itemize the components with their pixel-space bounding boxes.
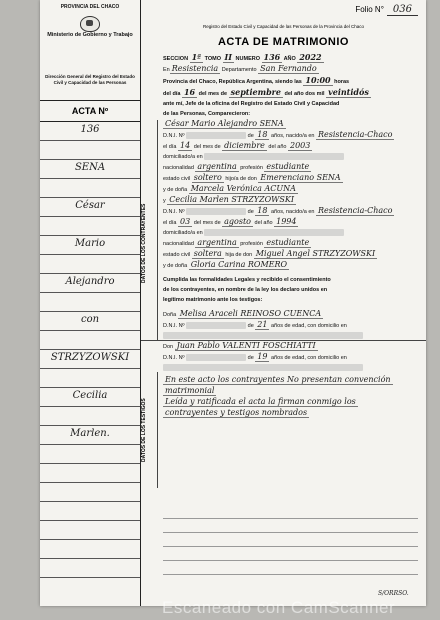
name-5: Marlen. [70,428,110,439]
spouses-section-label: DATOS DE LOS CONTRAYENTES [141,203,147,283]
line-entry [40,312,140,331]
and-label: y [163,198,166,204]
acta-number-label: ACTA Nº [40,100,140,122]
spouse1-mother-line [163,184,423,195]
dni-label: D.N.I. Nº [163,209,185,215]
witness2-name: Juan Pablo VALENTI FOSCHIATTI [176,341,316,350]
redacted-field [204,153,344,160]
section-divider [141,340,426,341]
born-label: años, nacido/a en [271,209,315,215]
dni-label: D.N.I. Nº [163,355,185,361]
blank-line [163,574,418,575]
surname-2: STRZYZOWSKI [50,352,130,363]
witness2-address-line [163,363,423,373]
formalities-line: legítimo matrimonio ante los testigos: [163,297,263,303]
spouse2-birth-year: 1994 [276,217,297,226]
line-entry [40,540,140,559]
witnesses-section-label: DATOS DE LOS TESTIGOS [141,398,147,462]
name-2: Mario [74,238,106,249]
nationality-label: nacionalidad [163,165,194,171]
spouse1-dni-line [163,130,423,141]
folio [355,4,418,15]
line-entry [40,122,140,141]
spouse2-birthdate-line [163,217,423,228]
spouse1-nationality-line [163,162,423,173]
note-line [163,397,423,408]
left-column [40,0,141,606]
spouse2-nationality: argentina [197,238,237,247]
line-entry [40,426,140,445]
blank-line [163,560,418,561]
spouse2-nationality-line [163,238,423,249]
age-prefix: de [247,209,254,215]
witness-title: Doña [163,312,177,318]
spouse2-dni-line [163,206,423,217]
witness1-age: 21 [257,320,268,329]
acta-name-lines [40,122,140,578]
name-3: Alejandro [65,276,115,287]
acta-number-value: 136 [80,124,100,135]
spouse2-address-line [163,228,423,238]
birth-day-label: el día [163,220,177,226]
place-line [163,64,423,75]
spouse1-birth-year: 2003 [289,141,311,150]
born-label: años, nacido/a en [271,133,315,139]
spouse2-father: Miguel Angel STRZYZOWSKI [255,249,376,258]
line-entry [40,198,140,217]
line-entry [40,521,140,540]
numero-value: 136 [263,52,281,62]
spouse1-address-line [163,152,423,162]
folio-value: 036 [387,4,418,16]
spouse1-father-line [163,173,423,184]
departamento-value: San Fernando [260,64,317,73]
page-title: ACTA DE MATRIMONIO [217,36,349,48]
en-label: En [163,67,170,73]
year-value: veintidós [328,87,369,97]
officer-line: ante mí, Jefe de la oficina del Registro del Estado Civil y Capacidad [163,101,340,107]
date-line [163,87,423,99]
year-label: del año dos mil [284,91,325,97]
witness2-name-line [163,341,423,352]
note-text: matrimonial [165,386,215,395]
note-line [163,386,423,397]
redacted-field [186,322,246,329]
mother-label: y de doña [163,263,188,269]
redacted-field [204,229,344,236]
address-label: domiciliado/a en [163,154,203,160]
month-label: del mes de [198,91,228,97]
anio-label: AÑO [283,56,296,62]
address-label: años de edad, con domicilio en [271,355,347,361]
name-1: César [75,200,105,211]
spouse1-father: Emerenciano SENA [260,173,341,182]
day-value: 16 [183,87,196,97]
right-column [141,0,426,606]
line-entry [40,217,140,236]
witness2-age: 19 [257,352,268,361]
profession-label: profesión [240,165,263,171]
witness1-dni-line [163,320,423,331]
birth-year-label: del año [254,220,273,226]
witness1-name-line [163,309,423,320]
numero-label: NUMERO [235,56,260,62]
age-prefix: de [247,133,254,139]
dni-label: D.N.I. Nº [163,323,185,329]
spouse2-profession: estudiante [266,238,310,247]
province-header: PROVINCIA DEL CHACO [60,4,120,10]
line-entry [40,255,140,274]
spouse2-father-line [163,249,423,260]
birth-year-label: del año [268,144,287,150]
note-line [163,408,423,419]
city-value: Resistencia [171,64,219,73]
witness1-name: Melisa Araceli REINOSO CUENCA [179,309,322,318]
spouse2-mother: Gloria Carina ROMERO [190,260,288,269]
certificate-body [163,52,423,419]
tomo-label: TOMO [204,56,221,62]
province-text: Provincia del Chaco, República Argentina, siendo las [163,79,302,85]
profession-label: profesión [240,241,263,247]
spouse1-birth-month: diciembre [224,141,265,150]
spouse2-birthplace: Resistencia-Chaco [317,206,393,215]
hour-value: 10:00 [305,75,331,85]
line-entry [40,141,140,160]
line-entry [40,407,140,426]
blank-line [163,546,418,547]
redacted-field [163,332,363,339]
departamento-label: Departamento [221,67,257,73]
father-label: hija de don [225,252,253,258]
line-entry [40,293,140,312]
spouse1-name: César Mario Alejandro SENA [165,119,284,128]
spouse2-birth-month: agosto [224,217,251,226]
note-text: Leída y ratificada el acta la firman conmigo los [165,397,356,406]
dni-label: D.N.I. Nº [163,133,185,139]
spouse1-mother: Marcela Verónica ACUÑA [190,184,296,193]
line-entry [40,179,140,198]
anio-value: 2022 [299,52,322,62]
note-line [163,375,423,386]
age-prefix: de [247,323,254,329]
note-text: En este acto los contrayentes No presentan convención [165,375,391,384]
spouse2-civil-status: soltera [193,249,222,258]
redacted-field [186,208,246,215]
line-entry [40,160,140,179]
comparecieron-line: de las Personas, Comparecieron: [163,111,251,117]
birth-month-label: del mes de [193,144,221,150]
address-label: años de edad, con domicilio en [271,323,347,329]
address-label: domiciliado/a en [163,230,203,236]
spouse1-profession: estudiante [266,162,310,171]
spouse1-age: 18 [257,130,268,139]
line-entry [40,502,140,521]
line-entry [40,331,140,350]
name-4: Cecilia [72,390,108,401]
record-line [163,52,423,64]
province-line [163,75,423,87]
spouse1-birthdate-line [163,141,423,152]
age-prefix: de [247,355,254,361]
connector: con [80,314,100,325]
blank-line [163,518,418,519]
coat-of-arms-icon [80,16,100,32]
civil-status-label: estado civil [163,176,191,182]
witness2-dni-line [163,352,423,363]
spouse1-name-line [163,119,423,130]
registry-subtitle: Registro del Estado Civil y Capacidad de las Personas de la Provincia del Chaco [202,24,365,29]
folio-label: Folio N° [355,5,384,14]
tomo-value: II [224,52,233,62]
mother-label: y de doña [163,187,188,193]
section-divider [157,120,158,340]
line-entry [40,388,140,407]
spouse2-name: Cecilia Marlen STRZYZOWSKI [169,195,295,204]
spouse2-mother-line [163,260,423,271]
spouse1-birthplace: Resistencia-Chaco [317,130,393,139]
spouse1-birth-day: 14 [180,141,191,150]
spouse2-birth-day: 03 [180,217,191,226]
line-entry [40,236,140,255]
spouse1-nationality: argentina [197,162,237,171]
spouse1-civil-status: soltero [193,173,222,182]
line-entry [40,559,140,578]
signature: S/ORRSO. [378,590,409,597]
marriage-certificate [40,0,426,606]
surname-1: SENA [74,162,106,173]
redacted-field [186,132,246,139]
line-entry [40,274,140,293]
note-text: contrayentes y testigos nombrados [165,408,308,417]
line-entry [40,445,140,464]
hours-text: horas [334,79,350,85]
witness-title: Don [163,344,174,350]
birth-month-label: del mes de [193,220,221,226]
section-divider [157,372,158,488]
father-label: hijo/a de don [225,176,257,182]
month-value: septiembre [230,87,281,97]
scanner-watermark: Escaneado con CamScanner [162,598,396,617]
line-entry [40,464,140,483]
seccion-value: 1ª [191,52,202,62]
spouse2-age: 18 [257,206,268,215]
line-entry [40,350,140,369]
spouse2-name-line [163,195,423,206]
ministry-name: Ministerio de Gobierno y Trabajo [47,32,133,38]
seccion-label: SECCION [163,56,189,62]
blank-line [163,532,418,533]
redacted-field [163,364,363,371]
registry-direction: Dirección General del Registro del Estado Civil y Capacidad de las Personas [45,74,135,85]
formalities-line: Cumplida las formalidades Legales y recibido el consentimiento [163,277,331,283]
birth-day-label: el día [163,144,177,150]
formalities-line: de los contrayentes, en nombre de la ley los declaro unidos en [163,287,328,293]
civil-status-label: estado civil [163,252,191,258]
line-entry [40,369,140,388]
nationality-label: nacionalidad [163,241,194,247]
redacted-field [186,354,246,361]
day-label: del día [163,91,181,97]
line-entry [40,483,140,502]
